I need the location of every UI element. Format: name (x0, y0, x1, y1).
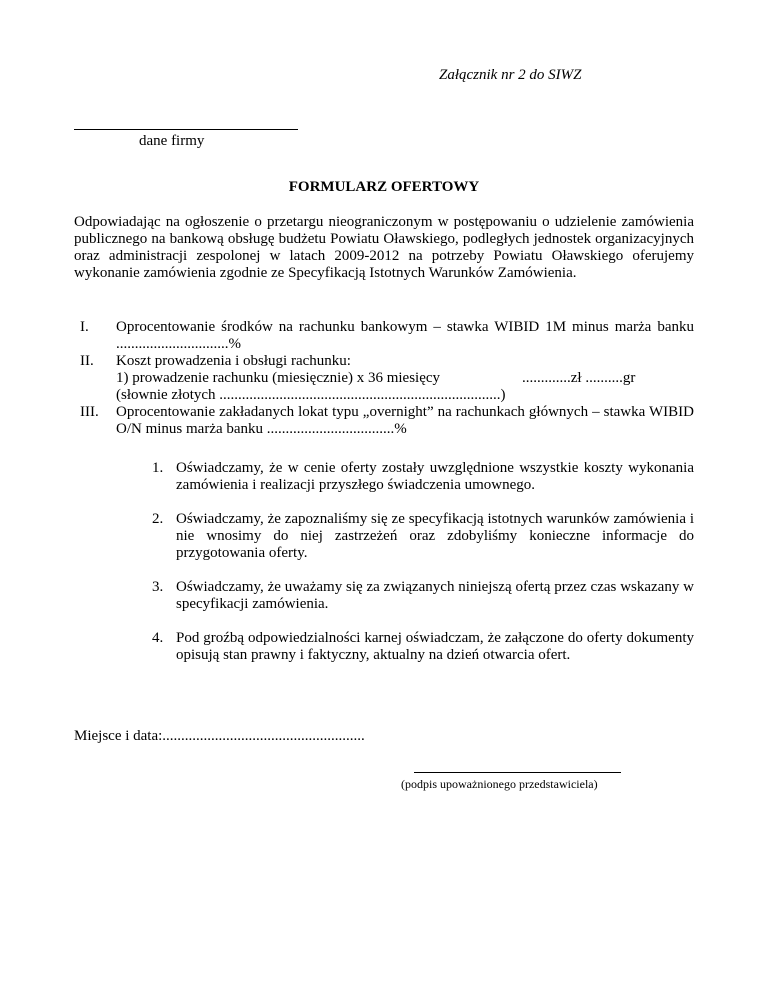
declaration-text: Oświadczamy, że zapoznaliśmy się ze specyfikacją istotnych warunków zamówienia i nie wnosimy do niej zastrzeżeń oraz zdobyliśmy konieczne informacje do przygotowania oferty. (176, 511, 694, 561)
declaration-number: 1. (152, 460, 164, 476)
section-text: 1) prowadzenie rachunku (miesięcznie) x 36 miesięcy (116, 370, 441, 386)
declaration-text: Oświadczamy, że uważamy się za związanych niniejszą ofertą przez czas wskazany w specyfikacji zamówienia. (176, 579, 694, 612)
declaration-item (152, 460, 694, 494)
signature-line (414, 772, 621, 773)
form-title: FORMULARZ OFERTOWY (288, 179, 480, 195)
declaration-item (152, 630, 694, 664)
declaration-item (152, 511, 694, 562)
section-text: Koszt prowadzenia i obsługi rachunku: (116, 353, 351, 369)
declaration-text: Pod groźbą odpowiedzialności karnej oświadczam, że załączone do oferty dokumenty opisują stan prawny i faktyczny, aktualny na dzień otwarcia ofert. (176, 630, 694, 663)
section-number: III. (80, 404, 99, 420)
annex-label: Załącznik nr 2 do SIWZ (439, 67, 582, 83)
declaration-number: 2. (152, 511, 164, 527)
section-text: (słownie złotych ...........................................................................) (116, 387, 506, 403)
signature-label: (podpis upoważnionego przedstawiciela) (401, 777, 598, 791)
place-date-field: Miejsce i data:...................................................... (74, 728, 365, 744)
declaration-number: 4. (152, 630, 164, 646)
section-text: Oprocentowanie środków na rachunku bankowym – stawka WIBID 1M minus marża banku ..............................% (116, 319, 694, 352)
declaration-number: 3. (152, 579, 164, 595)
amount-field: .............zł ..........gr (522, 370, 636, 386)
section-i (80, 319, 694, 353)
section-number: I. (80, 319, 89, 335)
section-number: II. (80, 353, 94, 369)
intro-paragraph: Odpowiadając na ogłoszenie o przetargu nieograniczonym w postępowaniu o udzielenie zamówienia publicznego na bankową obsługę budżetu Powiatu Oławskiego, podległych jednostek organizacyjnych oraz administracji zespolonej w latach 2009-2012 na potrzeby Powiatu Oławskiego oferujemy wykonanie zamówienia zgodnie ze Specyfikacją Istotnych Warunków Zamówienia. (74, 214, 694, 281)
section-iii (80, 404, 694, 438)
firm-data-label: dane firmy (139, 133, 205, 149)
section-ii (80, 353, 694, 404)
declaration-text: Oświadczamy, że w cenie oferty zostały uwzględnione wszystkie koszty wykonania zamówienia i realizacji przyszłego świadczenia umownego. (176, 460, 694, 493)
section-text: Oprocentowanie zakładanych lokat typu „overnight” na rachunkach głównych – stawka WIBID O/N minus marża banku ..................................% (116, 404, 694, 437)
declaration-item (152, 579, 694, 613)
firm-signature-line (74, 129, 298, 130)
